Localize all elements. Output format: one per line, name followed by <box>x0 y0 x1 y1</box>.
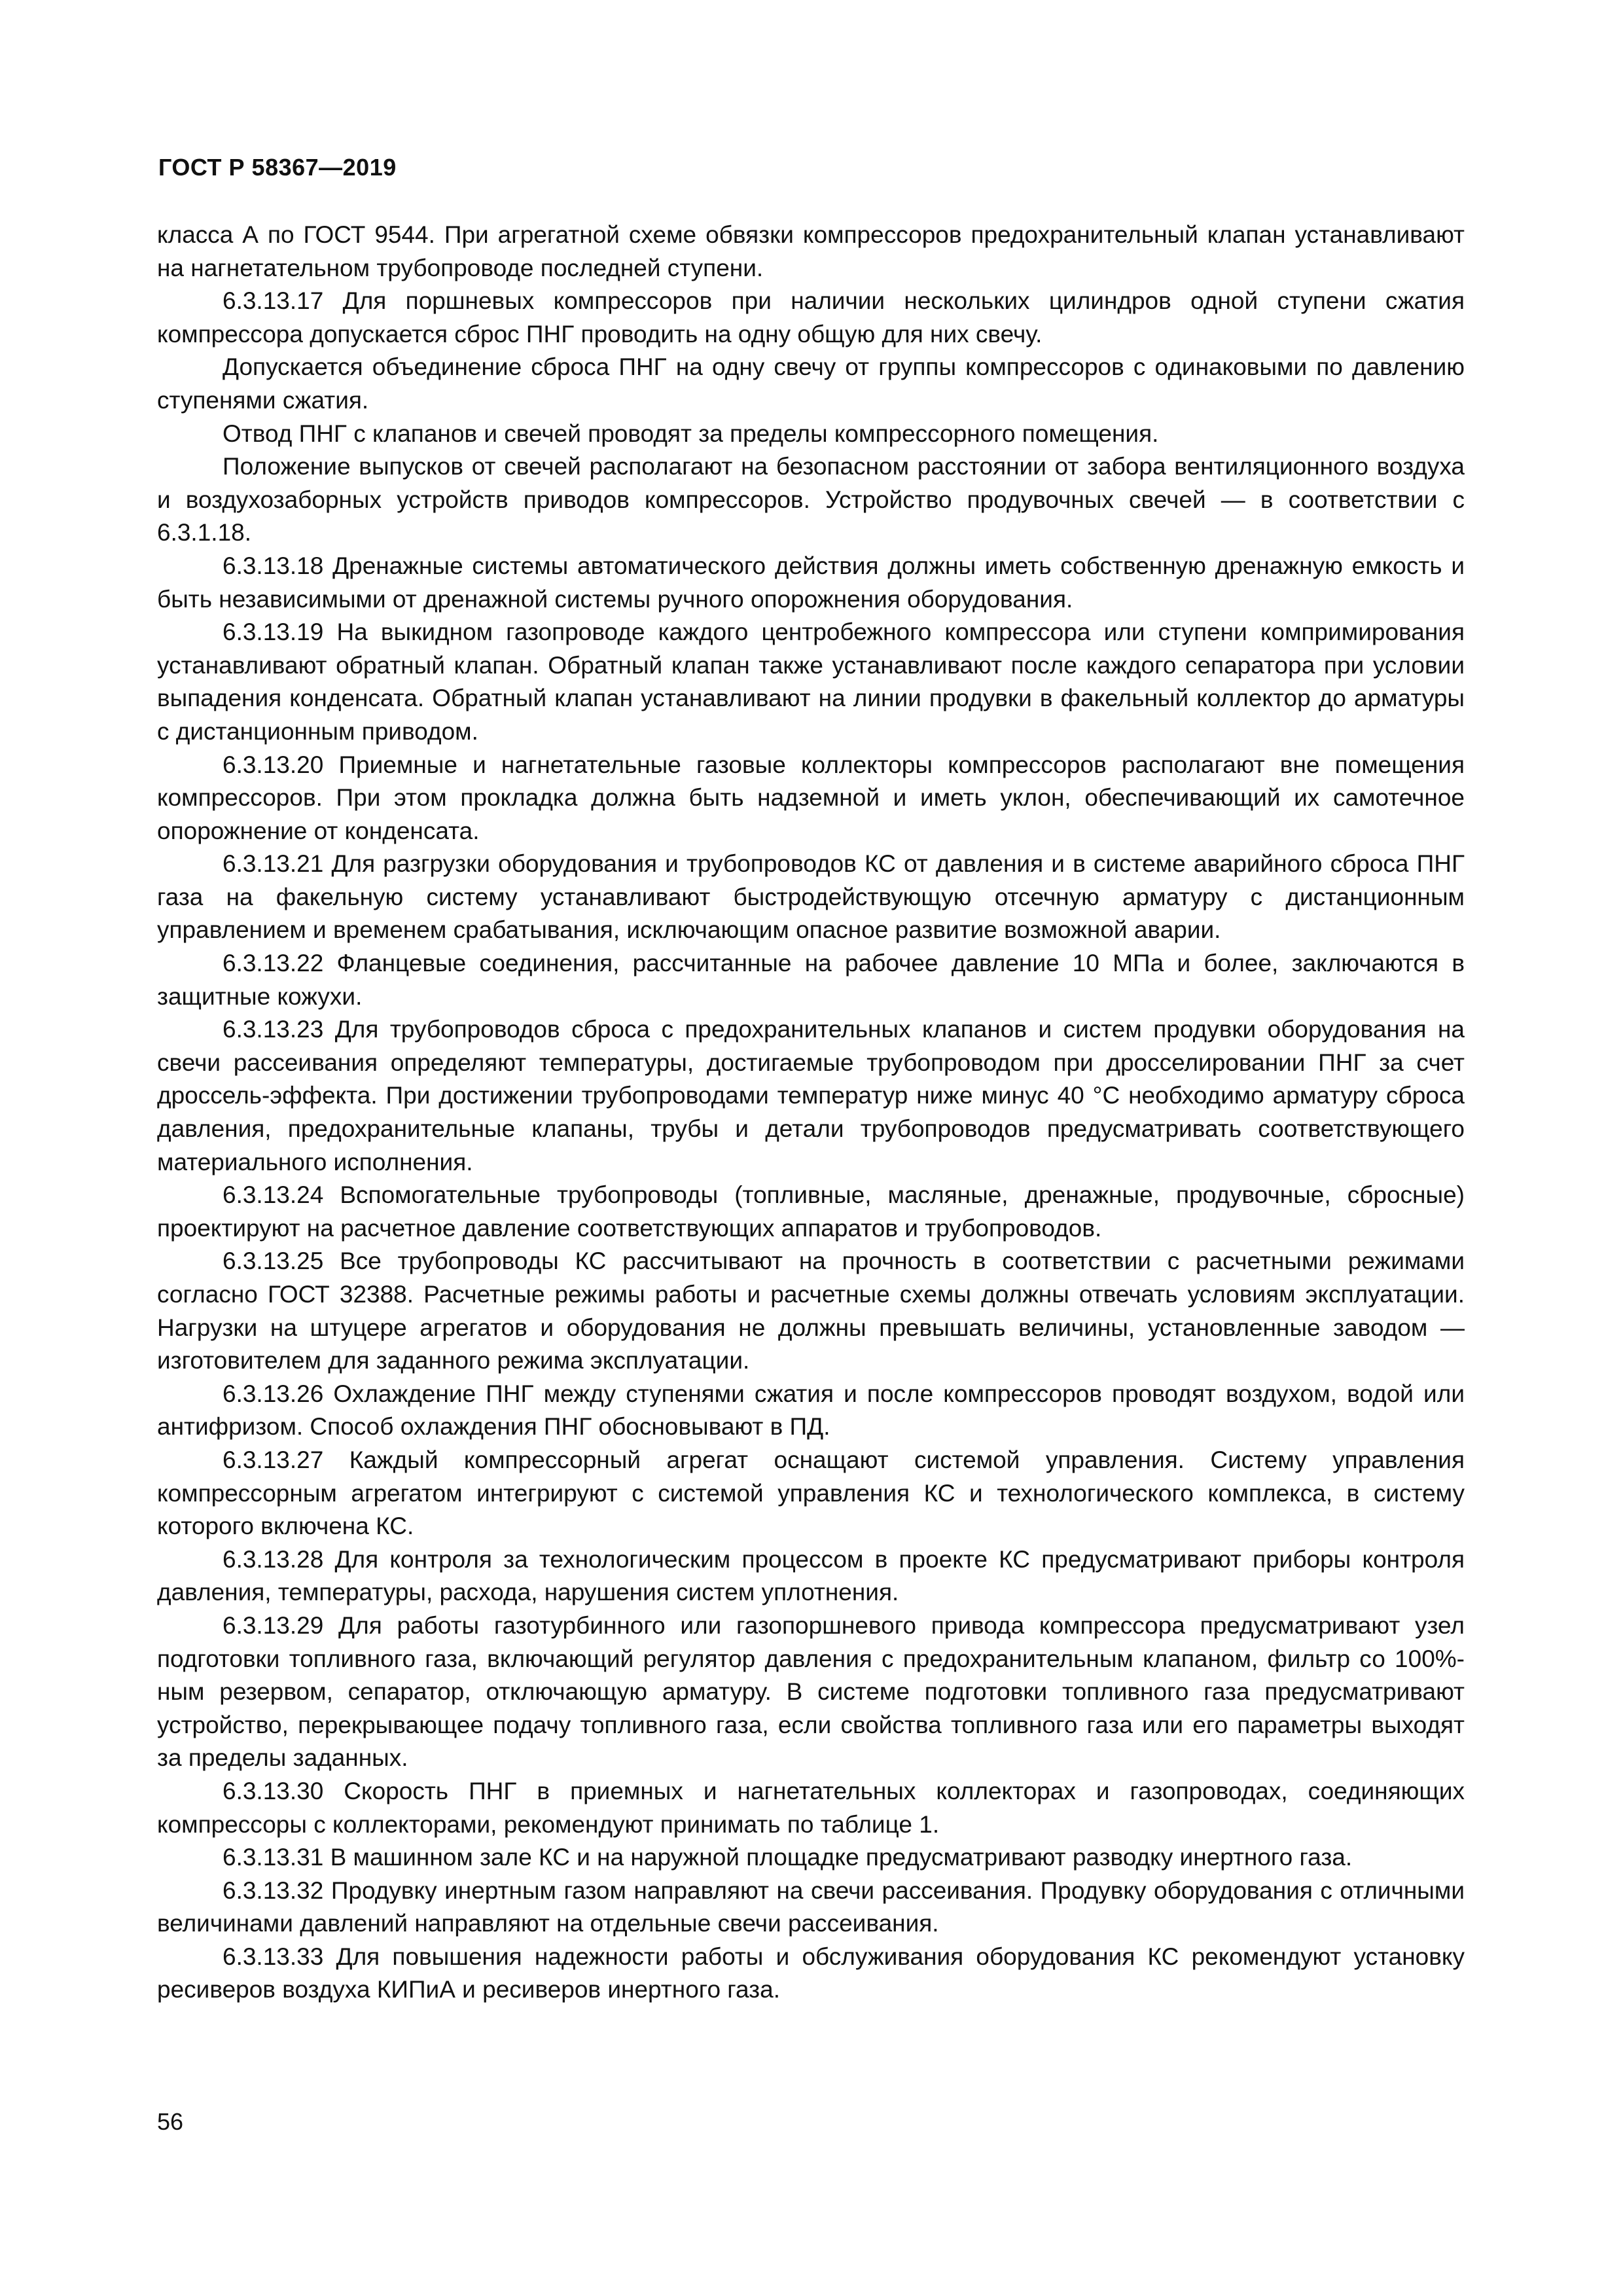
paragraph: 6.3.13.22 Фланцевые соединения, рассчитанные на рабочее давление 10 МПа и более, заключаются в защитные кожухи. <box>157 950 1465 1010</box>
paragraph: Допускается объединение сброса ПНГ на одну свечу от группы компрессоров с одинаковыми по давлению ступенями сжатия. <box>157 353 1465 414</box>
paragraph: 6.3.13.17 Для поршневых компрессоров при наличии нескольких цилиндров одной ступени сжатия компрессора допускается сброс ПНГ проводить на одну общую для них свечу. <box>157 287 1465 348</box>
paragraph: 6.3.13.25 Все трубопроводы КС рассчитывают на прочность в соответствии с расчетными режимами согласно ГОСТ 32388. Расчетные режимы работы и расчетные схемы должны отвечать условиям эксплуатации. Нагрузки на штуцере агрегатов и оборудования не должны превышать величины, установленные заводом — изготовителем для заданного режима эксплуатации. <box>157 1247 1465 1374</box>
paragraph: 6.3.13.23 Для трубопроводов сброса с предохранительных клапанов и систем продувки оборудования на свечи рассеивания определяют температуры, достигаемые трубопроводом при дросселировании ПНГ за счет дроссель-эффекта. При достижении трубопроводами температур ниже минус 40 °С необходимо арматуру сброса давления, предохранительные клапаны, трубы и детали трубопроводов предусматривать соответствующего материального исполнения. <box>157 1016 1465 1175</box>
paragraph: Отвод ПНГ с клапанов и свечей проводят за пределы компрессорного помещения. <box>223 420 1159 447</box>
document-id: ГОСТ Р 58367—2019 <box>158 154 397 181</box>
paragraph: 6.3.13.33 Для повышения надежности работы и обслуживания оборудования КС рекомендуют установку ресиверов воздуха КИПиА и ресиверов инертного газа. <box>157 1943 1465 2003</box>
paragraph: Положение выпусков от свечей располагают на безопасном расстоянии от забора вентиляционного воздуха и воздухозаборных устройств приводов компрессоров. Устройство продувочных свечей — в соответствии с 6.3.1.18. <box>157 453 1465 547</box>
paragraph: класса А по ГОСТ 9544. При агрегатной схеме обвязки компрессоров предохранительный клапан устанавливают на нагнетательном трубопроводе последней ступени. <box>157 221 1465 281</box>
paragraph: 6.3.13.18 Дренажные системы автоматического действия должны иметь собственную дренажную емкость и быть независимыми от дренажной системы ручного опорожнения оборудования. <box>157 552 1465 613</box>
paragraph: 6.3.13.27 Каждый компрессорный агрегат оснащают системой управления. Систему управления компрессорным агрегатом интегрируют с системой управления КС и технологического комплекса, в систему которого включена КС. <box>157 1446 1465 1540</box>
paragraph: 6.3.13.24 Вспомогательные трубопроводы (топливные, масляные, дренажные, продувочные, сбросные) проектируют на расчетное давление соответствующих аппаратов и трубопроводов. <box>157 1181 1465 1242</box>
paragraph: 6.3.13.26 Охлаждение ПНГ между ступенями сжатия и после компрессоров проводят воздухом, водой или антифризом. Способ охлаждения ПНГ обосновывают в ПД. <box>157 1380 1465 1441</box>
paragraph: 6.3.13.32 Продувку инертным газом направляют на свечи рассеивания. Продувку оборудования с отличными величинами давлений направляют на отдельные свечи рассеивания. <box>157 1876 1465 1937</box>
paragraph: 6.3.13.29 Для работы газотурбинного или газопоршневого привода компрессора предусматривают узел подготовки топливного газа, включающий регулятор давления с предохранительным клапаном, фильтр со 100%-ным резервом, сепаратор, отключающую арматуру. В системе подготовки топливного газа предусматривают устройство, перекрывающее подачу топливного газа, если свойства топливного газа или его параметры выходят за пределы заданных. <box>157 1611 1465 1772</box>
document-header <box>158 152 397 183</box>
paragraph: 6.3.13.30 Скорость ПНГ в приемных и нагнетательных коллекторах и газопроводах, соединяющих компрессоры с коллекторами, рекомендуют принимать по таблице 1. <box>157 1777 1465 1838</box>
page-number: 56 <box>157 2108 184 2135</box>
paragraph: 6.3.13.28 Для контроля за технологическим процессом в проекте КС предусматривают приборы контроля давления, температуры, расхода, нарушения систем уплотнения. <box>157 1545 1465 1606</box>
paragraph: 6.3.13.19 На выкидном газопроводе каждого центробежного компрессора или ступени компримирования устанавливают обратный клапан. Обратный клапан также устанавливают после каждого сепаратора при условии выпадения конденсата. Обратный клапан устанавливают на линии продувки в факельный коллектор до арматуры с дистанционным приводом. <box>157 619 1465 745</box>
document-body <box>157 219 1465 2007</box>
paragraph: 6.3.13.21 Для разгрузки оборудования и трубопроводов КС от давления и в системе аварийного сброса ПНГ газа на факельную систему устанавливают быстродействующую отсечную арматуру с дистанционным управлением и временем срабатывания, исключающим опасное развитие возможной аварии. <box>157 850 1465 944</box>
paragraph: 6.3.13.31 В машинном зале КС и на наружной площадке предусматривают разводку инертного газа. <box>223 1844 1353 1871</box>
paragraph: 6.3.13.20 Приемные и нагнетательные газовые коллекторы компрессоров располагают вне помещения компрессоров. При этом прокладка должна быть надземной и иметь уклон, обеспечивающий их самотечное опорожнение от конденсата. <box>157 751 1465 844</box>
